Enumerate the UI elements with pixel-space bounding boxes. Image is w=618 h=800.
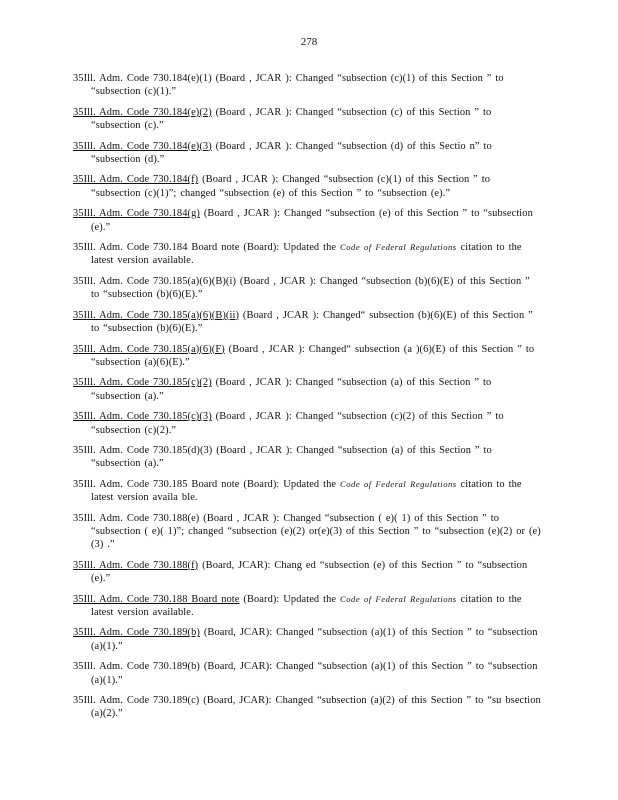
amendment-entry	[73, 626, 541, 653]
code-reference: 35Ill. Adm. Code 730.185(c)(3)	[73, 411, 212, 423]
amendment-text: (Board , JCAR ): Changed “subsection ( e)( 1) of this Section ” to “subsection ( e)( 1)”; changed “subsection (e)(2) or(e)(3) of this Section ” to “subsection (e)(2) or (e)(3) .”	[91, 512, 541, 551]
amendment-entry	[73, 559, 541, 586]
cfr-title: Code of Federal Regulations	[340, 593, 457, 604]
code-reference: 35Ill. Adm. Code 730.189(c)	[73, 695, 200, 707]
cfr-title: Code of Federal Regulations	[340, 478, 457, 489]
amendment-text: (Board, JCAR): Changed “subsection (a)(1) of this Section ” to “subsection (a)(1).”	[91, 627, 538, 652]
code-reference: 35Ill. Adm. Code 730.184(e)(3)	[73, 140, 212, 152]
amendment-text: (Board , JCAR ): Changed “subsection (a) of this Section ” to “subsection (a).”	[91, 377, 492, 402]
amendment-entry	[73, 173, 541, 200]
amendment-text-tail: citation to the latest version available.	[91, 593, 522, 618]
amendment-entry	[73, 106, 541, 133]
code-reference: 35Ill. Adm. Code 730.185(a)(6)(B)(i)	[73, 275, 237, 287]
code-reference: 35Ill. Adm. Code 730.184(f)	[73, 174, 199, 186]
code-reference: 35Ill. Adm. Code 730.189(b)	[73, 661, 200, 673]
code-reference: 35Ill. Adm. Code 730.188 Board note	[73, 593, 240, 605]
amendment-list	[73, 72, 541, 728]
amendment-entry	[73, 478, 541, 505]
page-number: 278	[300, 36, 318, 48]
amendment-entry	[73, 343, 541, 370]
amendment-entry	[73, 593, 541, 620]
amendment-text: Updated the	[279, 478, 340, 490]
amendment-entry	[73, 241, 541, 268]
amendment-entry	[73, 512, 541, 552]
amendment-text-tail: citation to the latest version availa ble.	[91, 478, 522, 504]
amendment-entry	[73, 376, 541, 403]
amendment-entry	[73, 660, 541, 687]
cfr-title: Code of Federal Regulations	[340, 242, 457, 253]
amendment-text: (Board , JCAR ): Changed “subsection (c) of this Section ” to “subsection (c).”	[91, 106, 492, 132]
amendment-text: (Board, JCAR): Chang ed “subsection (e) of this Section ” to “subsection (e).”	[91, 559, 528, 585]
code-reference: 35Ill. Adm. Code 730.185 Board note (Board):	[73, 478, 280, 490]
amendment-text: (Board): Updated the	[239, 593, 341, 605]
code-reference: 35Ill. Adm. Code 730.189(b)	[73, 627, 200, 639]
amendment-text: (Board , JCAR ): Changed “subsection (b)(6)(E) of this Section ” to “subsection (b)(6)(E).”	[91, 275, 530, 301]
amendment-entry	[73, 444, 541, 471]
amendment-text: (Board, JCAR): Changed “subsection (a)(1) of this Section ” to “subsection (a)(1).”	[91, 661, 538, 686]
amendment-text: (Board , JCAR ): Changed “subsection (c)(1) of this Section ” to “subsection (c)(1)”; changed “subsection (e) of this Section ” to “subsection (e).”	[91, 174, 491, 199]
amendment-text: (Board, JCAR): Changed “subsection (a)(2) of this Section ” to “su bsection (a)(2).”	[91, 695, 541, 720]
code-reference: 35Ill. Adm. Code 730.188(f)	[73, 559, 199, 571]
amendment-text: (Board , JCAR ): Changed “subsection (c)(1) of this Section ” to “subsection (c)(1).”	[91, 73, 504, 98]
amendment-text: (Board , JCAR ): Changed “subsection (a) of this Section ” to “subsection (a).”	[91, 444, 492, 470]
amendment-text: (Board , JCAR ): Changed“ subsection (a )(6)(E) of this Section ” to “subsection (a)(6)(E).”	[91, 343, 535, 368]
code-reference: 35Ill. Adm. Code 730.188(e)	[73, 512, 200, 524]
amendment-text: (Board , JCAR ): Changed “subsection (d) of this Sectio n” to “subsection (d).”	[91, 140, 492, 166]
amendment-entry	[73, 275, 541, 302]
amendment-text: (Board , JCAR ): Changed “subsection (c)(2) of this Section ” to “subsection (c)(2).”	[91, 411, 504, 436]
amendment-entry	[73, 309, 541, 336]
amendment-text: (Board , JCAR ): Changed“ subsection (b)(6)(E) of this Section ” to “subsection (b)(6)(E).”	[91, 309, 533, 335]
code-reference: 35Ill. Adm. Code 730.185(a)(6)(F)	[73, 343, 225, 355]
amendment-entry	[73, 207, 541, 234]
code-reference: 35Ill. Adm. Code 730.184 Board note (Board):	[73, 242, 280, 254]
code-reference: 35Ill. Adm. Code 730.184(g)	[73, 208, 200, 220]
amendment-entry	[73, 694, 541, 721]
amendment-entry	[73, 72, 541, 99]
code-reference: 35Ill. Adm. Code 730.184(e)(1)	[73, 73, 212, 84]
amendment-entry	[73, 410, 541, 437]
amendment-text: (Board , JCAR ): Changed “subsection (e) of this Section ” to “subsection (e).”	[91, 208, 533, 233]
code-reference: 35Ill. Adm. Code 730.185(a)(6)(B)(ii)	[73, 309, 240, 321]
code-reference: 35Ill. Adm. Code 730.185(c)(2)	[73, 377, 212, 389]
code-reference: 35Ill. Adm. Code 730.184(e)(2)	[73, 106, 212, 118]
amendment-entry	[73, 140, 541, 167]
amendment-text-tail: citation to the latest version available.	[91, 242, 522, 267]
code-reference: 35Ill. Adm. Code 730.185(d)(3)	[73, 444, 213, 456]
amendment-text: Updated the	[279, 242, 340, 254]
